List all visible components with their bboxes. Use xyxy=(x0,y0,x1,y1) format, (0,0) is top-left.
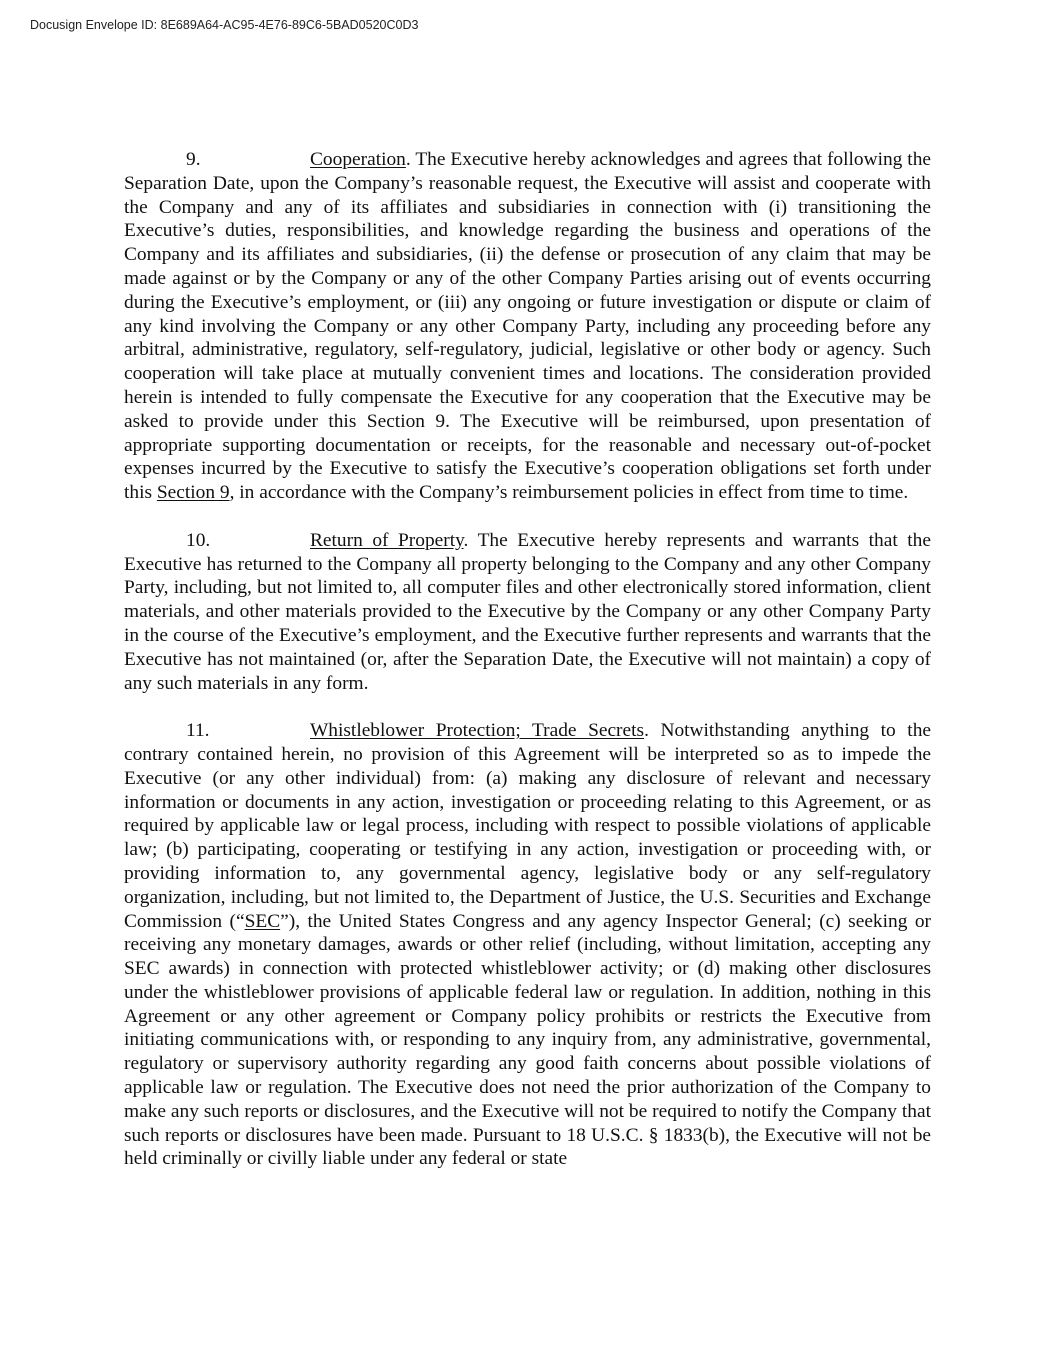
section-9-cooperation xyxy=(124,148,931,505)
section-10-return-of-property xyxy=(124,529,931,696)
section-heading: Whistleblower Protection; Trade Secrets xyxy=(310,720,645,742)
section-heading: Return of Property xyxy=(310,529,464,551)
section-text-continued: ”), the United States Congress and any agency Inspector General; (c) seeking or receiving any monetary damages, awards or other relief (including, without limitation, accepting any SEC awards) in connection with protected whistleblower activity; or (d) making other disclosures under the whistleblower provisions of applicable federal law or regulation. In addition, nothing in this Agreement or any other agreement or Company policy prohibits or restricts the Executive from initiating communications with, or responding to any inquiry from, any administrative, governmental, regulatory or supervisory authority regarding any good faith concerns about possible violations of applicable law or regulation. The Executive does not need the prior authorization of the Company to make any such reports or disclosures, and the Executive will not be required to notify the Company that such reports or disclosures have been made. Pursuant to 18 U.S.C. § 1833(b), the Executive will not be held criminally or civilly liable under any federal or state xyxy=(124,910,931,1170)
section-number: 10. xyxy=(186,529,211,551)
section-number: 11. xyxy=(186,720,210,742)
section-text: . The Executive hereby represents and warrants that the Executive has returned to the Company all property belonging to the Company and any other Company Party, including, but not limited to, all computer files and other electronically stored information, client materials, and other materials provided to the Executive by the Company or any other Company Party in the course of the Executive’s employment, and the Executive further represents and warrants that the Executive has not maintained (or, after the Separation Date, the Executive will not maintain) a copy of any such materials in any form. xyxy=(124,529,931,694)
section-number: 9. xyxy=(186,149,201,170)
document-body xyxy=(124,148,931,1195)
section-cross-reference: Section 9 xyxy=(156,482,230,504)
defined-term: SEC xyxy=(244,910,281,932)
section-text-continued: , in accordance with the Company’s reimbursement policies in effect from time to time. xyxy=(229,482,909,504)
section-text: . Notwithstanding anything to the contrary contained herein, no provision of this Agreement will be interpreted so as to impede the Executive (or any other individual) from: (a) making any disclosure of relevant and necessary information or documents in any action, investigation or proceeding relating to this Agreement, or as required by applicable law or legal process, including with respect to possible violations of applicable law; (b) participating, cooperating or testifying in any action, investigation or proceeding with, or providing information to, any governmental agency, legislative body or any self-regulatory organization, including, but not limited to, the Department of Justice, the U.S. Securities and Exchange Commission (“ xyxy=(124,720,931,932)
section-11-whistleblower-protection xyxy=(124,719,931,1171)
section-heading: Cooperation xyxy=(310,149,406,170)
section-text: . The Executive hereby acknowledges and agrees that following the Separation Date, upon the Company’s reasonable request, the Executive will assist and cooperate with the Company and any of its affiliates and subsidiaries in connection with (i) transitioning the Executive’s duties, responsibilities, and knowledge regarding the business and operations of the Company and its affiliates and subsidiaries, (ii) the defense or prosecution of any claim that may be made against or by the Company or any of the other Company Parties arising out of events occurring during the Executive’s employment, or (iii) any ongoing or future investigation or dispute or claim of any kind involving the Company or any other Company Party, including any proceeding before any arbitral, administrative, regulatory, self-regulatory, judicial, legislative or other body or agency. Such cooperation will take place at mutually convenient times and locations. The consideration provided herein is intended to fully compensate the Executive for any cooperation that the Executive may be asked to provide under this Section 9. The Executive will be reimbursed, upon presentation of appropriate supporting documentation or receipts, for the reasonable and necessary out-of-pocket expenses incurred by the Executive to satisfy the Executive’s cooperation obligations set forth under this xyxy=(124,149,931,504)
docusign-envelope-id: Docusign Envelope ID: 8E689A64-AC95-4E76-89C6-5BAD0520C0D3 xyxy=(30,18,419,32)
